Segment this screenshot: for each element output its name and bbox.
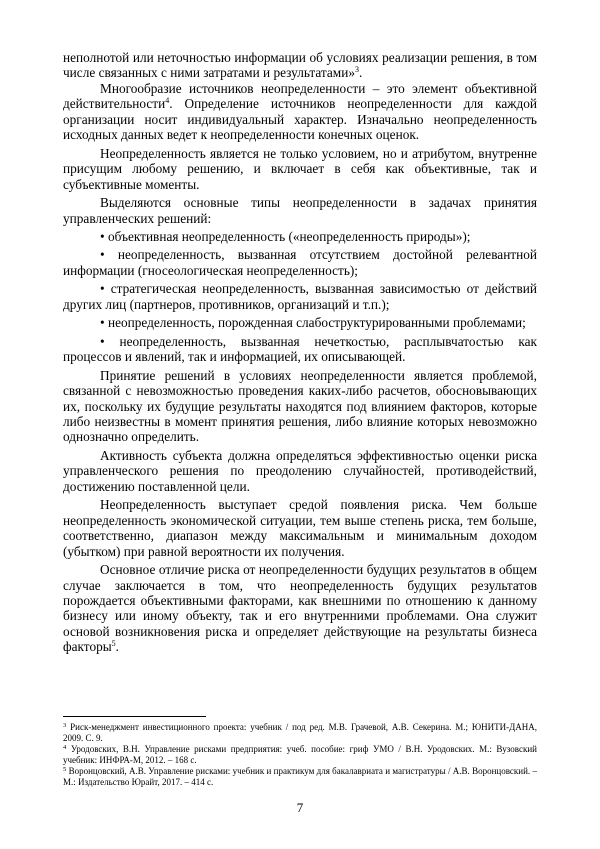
footnotes: [63, 722, 537, 789]
page-number: 7: [296, 800, 304, 815]
body-text: [63, 50, 537, 655]
paragraph-8: Основное отличие риска от неопределенности будущих результатов в общем случае заключается в том, что неопределенность будущих результатов порождается объективными факторами, как внешними по отношению к данному бизнесу или иному объекту, так и его внутренними проблемами. Она служит основой возникновения риска и определяет действующие на результаты бизнеса факторы$^5$.: [63, 562, 537, 655]
bullet-item: • объективная неопределенность («неопределенность природы»);: [100, 228, 471, 244]
bullet-item: • неопределенность, вызванная нечеткостью, расплывчатостью как процессов и явлений, так и информацией, их описывающей.: [63, 333, 537, 365]
paragraph-1: неполнотой или неточностью информации об условиях реализации решения, в том числе связанных с ними затратами и результатами»$^3$.: [63, 50, 537, 81]
paragraph-3: Неопределенность является не только условием, но и атрибутом, внутренне присущим любому решению, и включает в себя как объективные, так и субъективные моменты.: [63, 145, 537, 192]
bullet-item: • стратегическая неопределенность, вызванная зависимостью от действий других лиц (партнеров, противников, организаций и т.п.);: [63, 281, 538, 312]
bullet-icon: •: [100, 247, 105, 263]
footnote-ref-5[interactable]: 5: [111, 639, 116, 649]
footnote-ref-3[interactable]: 3: [354, 65, 359, 75]
bullet-icon: •: [100, 315, 105, 331]
bullet-item: • неопределенность, порожденная слабоструктурированными проблемами;: [100, 315, 526, 331]
footnote-3: $^3$ Риск-менеджмент инвестиционного проекта: учебник / под ред. М.В. Грачевой, А.В. Секерина. М.; ЮНИТИ-ДАНА, 2009. С. 9.: [63, 722, 538, 743]
paragraph-6: Активность субъекта должна определяться эффективностью оценки риска управленческого решения по преодолению случайностей, противодействий, достижению поставленной цели.: [63, 447, 537, 494]
footnote-5: $^5$ Воронцовский, А.В. Управление рисками: учебник и практикум для бакалавриата и магистратуры / А.В. Воронцовский. – М.: Издательство Юрайт, 2017. – 414 с.: [63, 766, 538, 787]
footnote-ref-4[interactable]: 4: [165, 96, 170, 106]
paragraph-2: Многообразие источников неопределенности – это элемент объективной действительности$^4$. Определение источников неопределенности для каждой организации носит индивидуальный характер. Изначально неопределенность исходных данных ведет к неопределенности конечных оценок.: [63, 80, 537, 143]
paragraph-4: Выделяются основные типы неопределенности в задачах принятия управленческих решений:: [63, 195, 537, 226]
footnote-4: $^4$ Уродовских, В.Н. Управление рисками предприятия: учеб. пособие: гриф УМО / В.Н. Уродовских. М.: Вузовский учебник: ИНФРА-М, 2012. – 168 с.: [63, 744, 537, 765]
bullet-icon: •: [100, 281, 105, 297]
bullet-item: • неопределенность, вызванная отсутствием достойной релевантной информации (гносеологическая неопределенность);: [63, 247, 538, 278]
bullet-icon: •: [100, 228, 105, 244]
bullet-icon: •: [100, 333, 105, 349]
footnote-divider: [63, 716, 206, 717]
paragraph-5: Принятие решений в условиях неопределенности является проблемой, связанной с невозможностью проведения каких-либо расчетов, обосновывающих их, поскольку их будущие результаты находятся под влиянием факторов, которые либо неизвестны в момент принятия решения, либо влияние которых невозможно однозначно определить.: [63, 367, 537, 445]
paragraph-7: Неопределенность выступает средой появления риска. Чем больше неопределенность экономической ситуации, тем выше степень риска, тем больше, соответственно, диапазон между максимальным и минимальным доходом (убытком) при равной вероятности их получения.: [63, 497, 537, 559]
